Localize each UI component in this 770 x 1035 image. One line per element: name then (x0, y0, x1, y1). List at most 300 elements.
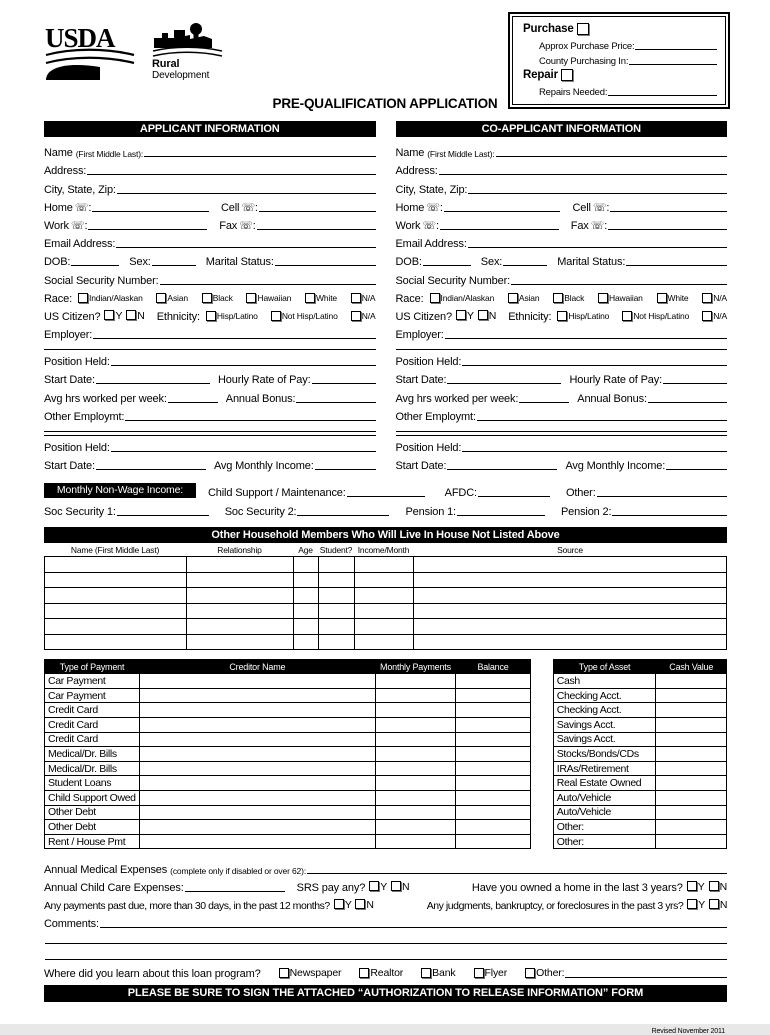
creditor-name-cell[interactable] (139, 820, 375, 835)
coapplicant-home-phone-input[interactable] (444, 211, 561, 212)
monthly-payment-cell[interactable] (375, 820, 456, 835)
household-age-cell[interactable] (294, 588, 319, 604)
soc-security-2-input[interactable] (297, 515, 389, 516)
payment-type-label: Medical/Dr. Bills (45, 747, 140, 762)
applicant-citizen-ethnicity-row (44, 305, 376, 323)
household-source-cell[interactable] (414, 557, 727, 573)
avg-hrs-label: Avg hrs worked per week: (44, 392, 167, 405)
household-source-cell[interactable] (414, 619, 727, 635)
cash-value-cell[interactable] (656, 747, 727, 762)
household-name-cell[interactable] (45, 588, 187, 604)
colon: : (254, 201, 258, 214)
applicant-ethnicity-hisp-checkbox[interactable] (206, 311, 216, 321)
learn-other-checkbox[interactable] (525, 968, 535, 978)
comments-continuation-row (44, 946, 727, 962)
payment-type-label: Other Debt (45, 820, 140, 835)
position-held-label: Position Held: (395, 356, 462, 369)
monthly-payment-cell[interactable] (375, 747, 456, 762)
approx-purchase-price-input[interactable] (635, 49, 717, 50)
household-student-cell[interactable] (319, 557, 355, 573)
purchase-checkbox[interactable] (577, 23, 589, 35)
fax-label: Fax (570, 219, 589, 232)
applicant-race-na-checkbox[interactable] (351, 293, 361, 303)
creditor-name-cell[interactable] (139, 834, 375, 849)
child-support-input[interactable] (347, 496, 425, 497)
ethnicity-option-label: Not Hisp/Latino (281, 311, 338, 322)
colon: : (604, 219, 608, 232)
applicant-citizen-yes-checkbox[interactable] (104, 310, 114, 320)
cash-value-cell[interactable] (656, 717, 727, 732)
srs-yes-checkbox[interactable] (369, 881, 379, 891)
household-age-cell[interactable] (294, 557, 319, 573)
coapplicant-hourly-rate-input[interactable] (663, 383, 727, 384)
coapplicant-ethnicity-not-hisp-checkbox[interactable] (622, 311, 632, 321)
applicant-sex-input[interactable] (152, 265, 196, 266)
comments-input-line3[interactable] (45, 946, 727, 960)
household-student-cell[interactable] (319, 588, 355, 604)
non-wage-income-header: Monthly Non-Wage Income: (44, 483, 196, 498)
household-name-cell[interactable] (45, 603, 187, 619)
sex-label: Sex: (129, 256, 151, 269)
payment-type-label: Medical/Dr. Bills (45, 761, 140, 776)
applicant-hourly-rate-input[interactable] (312, 383, 376, 384)
household-row (45, 603, 727, 619)
childcare-label: Annual Child Care Expenses: (44, 881, 184, 894)
coapplicant-position-input[interactable] (462, 365, 727, 366)
coapplicant-race-hawaiian-checkbox[interactable] (598, 293, 608, 303)
balance-cell[interactable] (456, 674, 531, 689)
balance-cell[interactable] (456, 834, 531, 849)
comments-input[interactable] (100, 927, 727, 928)
comments-input-line2[interactable] (45, 930, 727, 944)
judgments-no-checkbox[interactable] (709, 899, 719, 909)
applicant-dob-input[interactable] (71, 265, 119, 266)
coapplicant-position2-input[interactable] (462, 451, 727, 452)
past-due-yes-checkbox[interactable] (334, 899, 344, 909)
asset-type-label: Other: (553, 820, 656, 835)
applicant-ethnicity-na-checkbox[interactable] (351, 311, 361, 321)
household-student-cell[interactable] (319, 572, 355, 588)
household-relationship-cell[interactable] (187, 634, 294, 650)
applicant-race-black-checkbox[interactable] (202, 293, 212, 303)
cash-value-cell[interactable] (656, 776, 727, 791)
household-age-cell[interactable] (294, 572, 319, 588)
applicant-avg-hrs-input[interactable] (168, 402, 218, 403)
annual-bonus-label: Annual Bonus: (577, 392, 647, 405)
household-age-cell[interactable] (294, 603, 319, 619)
start-date-label: Start Date: (44, 374, 95, 387)
applicant-city-input[interactable] (117, 193, 376, 194)
no-label: N (719, 898, 727, 911)
marital-status-label: Marital Status: (557, 256, 626, 269)
monthly-payment-cell[interactable] (375, 688, 456, 703)
race-option-label: Asian (167, 293, 188, 304)
coapplicant-start-date-input[interactable] (447, 383, 561, 384)
coapplicant-citizen-no-checkbox[interactable] (478, 310, 488, 320)
payment-type-label: Credit Card (45, 717, 140, 732)
coapplicant-cell-phone-input[interactable] (610, 211, 727, 212)
cash-value-cell[interactable] (656, 790, 727, 805)
srs-label: SRS pay any? (296, 881, 366, 894)
coapplicant-ssn-input[interactable] (511, 284, 727, 285)
household-student-cell[interactable] (319, 603, 355, 619)
monthly-payment-cell[interactable] (375, 717, 456, 732)
payment-row (45, 761, 531, 776)
soc-security-1-input[interactable] (117, 515, 209, 516)
creditor-name-cell[interactable] (139, 674, 375, 689)
coapplicant-city-row (396, 177, 728, 195)
coapplicant-city-input[interactable] (468, 193, 727, 194)
coapplicant-employer-row (396, 323, 728, 341)
applicant-columns (44, 121, 727, 472)
coapplicant-address-input[interactable] (439, 174, 727, 175)
applicant-race-hawaiian-checkbox[interactable] (246, 293, 256, 303)
no-label: N (366, 898, 374, 911)
applicant-race-white-checkbox[interactable] (305, 293, 315, 303)
coapplicant-race-indian-alaskan-checkbox[interactable] (430, 293, 440, 303)
applicant-startdate-row (44, 368, 376, 386)
payment-type-label: Child Support Owed (45, 790, 140, 805)
comments-continuation-row (44, 930, 727, 946)
medical-expenses-input[interactable] (307, 873, 727, 874)
household-student-cell[interactable] (319, 619, 355, 635)
balance-cell[interactable] (456, 747, 531, 762)
household-name-cell[interactable] (45, 572, 187, 588)
cash-value-cell[interactable] (656, 761, 727, 776)
usda-logo-icon (44, 22, 136, 82)
applicant-citizen-no-checkbox[interactable] (126, 310, 136, 320)
phone-icon: ☏ (74, 201, 89, 214)
pension-2-label: Pension 2: (560, 506, 612, 519)
past-due-label: Any payments past due, more than 30 days, in the past 12 months? (44, 899, 330, 912)
creditor-name-cell[interactable] (139, 790, 375, 805)
asset-row (553, 674, 726, 689)
learn-other-input[interactable] (565, 977, 727, 978)
household-source-cell[interactable] (414, 588, 727, 604)
household-student-cell[interactable] (319, 634, 355, 650)
us-citizen-label: US Citizen? (395, 310, 452, 323)
asset-row (553, 717, 726, 732)
non-wage-other-input[interactable] (597, 496, 727, 497)
medical-expenses-row (44, 857, 727, 875)
signature-reminder-bar: PLEASE BE SURE TO SIGN THE ATTACHED “AUTHORIZATION TO RELEASE INFORMATION” FORM (44, 985, 727, 1002)
logo-group (44, 22, 224, 82)
page-title: PRE-QUALIFICATION APPLICATION (272, 96, 498, 111)
applicant-work-phone-input[interactable] (88, 229, 207, 230)
cash-value-cell[interactable] (656, 674, 727, 689)
applicant-position2-input[interactable] (111, 451, 376, 452)
payments-col-monthly: Monthly Payments (375, 660, 456, 674)
ethnicity-option-label: Hisp/Latino (568, 311, 610, 322)
payment-type-label: Credit Card (45, 703, 140, 718)
asset-row (553, 820, 726, 835)
cash-value-cell[interactable] (656, 703, 727, 718)
household-income-cell[interactable] (355, 603, 414, 619)
household-income-cell[interactable] (355, 572, 414, 588)
avg-monthly-income-label: Avg Monthly Income: (565, 460, 666, 473)
pension-2-input[interactable] (612, 515, 727, 516)
county-purchasing-input[interactable] (629, 64, 717, 65)
learn-option-label: Bank (432, 967, 456, 980)
household-income-cell[interactable] (355, 557, 414, 573)
balance-cell[interactable] (456, 717, 531, 732)
race-option-label: White (316, 293, 337, 304)
asset-row (553, 790, 726, 805)
co-applicant-info-section (396, 121, 728, 472)
balance-cell[interactable] (456, 732, 531, 747)
balance-cell[interactable] (456, 703, 531, 718)
asset-type-label: Cash (553, 674, 656, 689)
household-relationship-cell[interactable] (187, 603, 294, 619)
coapplicant-email-input[interactable] (468, 247, 727, 248)
judgments-yes-checkbox[interactable] (687, 899, 697, 909)
past-due-no-checkbox[interactable] (355, 899, 365, 909)
colon: : (439, 201, 443, 214)
creditor-name-cell[interactable] (139, 747, 375, 762)
household-age-cell[interactable] (294, 634, 319, 650)
asset-type-label: Other: (553, 834, 656, 849)
cash-value-cell[interactable] (656, 834, 727, 849)
household-relationship-cell[interactable] (187, 572, 294, 588)
coapplicant-employer-input[interactable] (445, 338, 727, 339)
sex-label: Sex: (480, 256, 503, 269)
applicant-other-employment-input[interactable] (125, 420, 375, 421)
household-relationship-cell[interactable] (187, 557, 294, 573)
household-income-cell[interactable] (355, 588, 414, 604)
household-source-cell[interactable] (414, 634, 727, 650)
cash-value-cell[interactable] (656, 820, 727, 835)
city-state-zip-label: City, State, Zip: (395, 183, 468, 196)
monthly-payment-cell[interactable] (375, 834, 456, 849)
no-label: N (402, 880, 410, 893)
household-col-income: Income/Month (357, 544, 410, 555)
applicant-name-input[interactable] (144, 156, 375, 157)
comments-label: Comments: (44, 918, 99, 931)
owned-home-no-checkbox[interactable] (709, 881, 719, 891)
assets-table (553, 659, 727, 849)
pension-1-input[interactable] (457, 515, 545, 516)
household-source-cell[interactable] (414, 603, 727, 619)
applicant-home-phone-input[interactable] (92, 211, 209, 212)
applicant-email-row (44, 232, 376, 250)
marital-status-label: Marital Status: (205, 256, 274, 269)
coapplicant-race-white-checkbox[interactable] (657, 293, 667, 303)
coapplicant-dob-row (396, 250, 728, 268)
payment-type-label: Student Loans (45, 776, 140, 791)
household-name-cell[interactable] (45, 619, 187, 635)
coapplicant-citizen-ethnicity-row (396, 305, 728, 323)
applicant-avghrs-row (44, 386, 376, 404)
creditor-name-cell[interactable] (139, 717, 375, 732)
race-option-label: N/A (713, 293, 727, 304)
monthly-payment-cell[interactable] (375, 761, 456, 776)
balance-cell[interactable] (456, 761, 531, 776)
coapplicant-position2-row (396, 436, 728, 454)
colon: : (84, 219, 88, 232)
afdc-input[interactable] (478, 496, 550, 497)
address-label: Address: (395, 165, 438, 178)
pastdue-judgments-row (44, 894, 727, 912)
asset-row (553, 834, 726, 849)
srs-no-checkbox[interactable] (391, 881, 401, 891)
judgments-label: Any judgments, bankruptcy, or foreclosures in the past 3 yrs? (426, 899, 684, 912)
household-row (45, 619, 727, 635)
afdc-label: AFDC: (444, 487, 477, 500)
household-income-cell[interactable] (355, 619, 414, 635)
coapplicant-ethnicity-na-checkbox[interactable] (702, 311, 712, 321)
household-age-cell[interactable] (294, 619, 319, 635)
colon: : (606, 201, 610, 214)
race-option-label: Hawaiian (257, 293, 292, 304)
purchase-label: Purchase (523, 23, 574, 35)
creditor-name-cell[interactable] (139, 805, 375, 820)
applicant-address-input[interactable] (87, 174, 375, 175)
coapplicant-fax-input[interactable] (608, 229, 727, 230)
monthly-payment-cell[interactable] (375, 776, 456, 791)
applicant-annual-bonus-input[interactable] (296, 402, 375, 403)
household-members-section (44, 527, 727, 650)
household-income-cell[interactable] (355, 634, 414, 650)
soc-security-1-label: Soc Security 1: (44, 506, 116, 519)
applicant-work-fax-row (44, 214, 376, 232)
owned-home-label: Have you owned a home in the last 3 years? (471, 881, 683, 894)
ethnicity-option-label: N/A (361, 311, 376, 322)
applicant-ethnicity-not-hisp-checkbox[interactable] (271, 311, 281, 321)
coapplicant-avg-monthly-income-input[interactable] (666, 469, 727, 470)
applicant-city-row (44, 177, 376, 195)
childcare-input[interactable] (185, 891, 285, 892)
applicant-avg-monthly-income-input[interactable] (315, 469, 376, 470)
monthly-payment-cell[interactable] (375, 790, 456, 805)
learn-newspaper-checkbox[interactable] (279, 968, 289, 978)
cash-value-cell[interactable] (656, 805, 727, 820)
household-relationship-cell[interactable] (187, 619, 294, 635)
household-source-cell[interactable] (414, 572, 727, 588)
coapplicant-other-employment-input[interactable] (477, 420, 727, 421)
repairs-needed-input[interactable] (608, 95, 717, 96)
coapplicant-race-black-checkbox[interactable] (553, 293, 563, 303)
coapplicant-marital-status-input[interactable] (626, 265, 727, 266)
coapplicant-citizen-yes-checkbox[interactable] (456, 310, 466, 320)
annual-bonus-label: Annual Bonus: (225, 392, 296, 405)
coapplicant-dob-input[interactable] (423, 265, 471, 266)
learn-about-label: Where did you learn about this loan program? (44, 968, 261, 981)
race-option-label: N/A (361, 293, 376, 304)
owned-home-yes-checkbox[interactable] (687, 881, 697, 891)
employer-label: Employer: (44, 329, 93, 342)
applicant-start-date2-input[interactable] (96, 469, 206, 470)
creditor-name-cell[interactable] (139, 703, 375, 718)
applicant-position-input[interactable] (111, 365, 376, 366)
applicant-start-date-input[interactable] (96, 383, 210, 384)
applicant-cell-phone-input[interactable] (259, 211, 376, 212)
balance-cell[interactable] (456, 688, 531, 703)
asset-type-label: Stocks/Bonds/CDs (553, 747, 656, 762)
applicant-race-indian-alaskan-checkbox[interactable] (78, 293, 88, 303)
payment-row (45, 747, 531, 762)
household-table (44, 556, 727, 650)
coapplicant-work-fax-row (396, 214, 728, 232)
ethnicity-label: Ethnicity: (156, 310, 200, 323)
phone-icon: ☏ (422, 219, 436, 232)
household-relationship-cell[interactable] (187, 588, 294, 604)
household-col-age: Age (298, 544, 313, 555)
payment-row (45, 805, 531, 820)
race-options (430, 293, 728, 304)
coapplicant-start-date2-input[interactable] (447, 469, 557, 470)
coapplicant-ethnicity-hisp-checkbox[interactable] (557, 311, 567, 321)
ethnicity-label: Ethnicity: (508, 310, 552, 323)
household-name-cell[interactable] (45, 557, 187, 573)
balance-cell[interactable] (456, 776, 531, 791)
applicant-marital-status-input[interactable] (275, 265, 376, 266)
coapplicant-avg-hrs-input[interactable] (519, 402, 569, 403)
learn-flyer-checkbox[interactable] (474, 968, 484, 978)
monthly-payment-cell[interactable] (375, 732, 456, 747)
start-date-label: Start Date: (44, 460, 95, 473)
applicant-ssn-input[interactable] (160, 284, 376, 285)
applicant-email-input[interactable] (116, 247, 375, 248)
pension-1-label: Pension 1: (405, 506, 456, 519)
county-purchasing-label: County Purchasing In: (539, 56, 629, 67)
household-row (45, 572, 727, 588)
balance-cell[interactable] (456, 820, 531, 835)
asset-row (553, 688, 726, 703)
creditor-name-cell[interactable] (139, 732, 375, 747)
debts-assets-section (44, 659, 727, 849)
coapplicant-race-asian-checkbox[interactable] (508, 293, 518, 303)
coapplicant-work-phone-input[interactable] (440, 229, 559, 230)
balance-cell[interactable] (456, 790, 531, 805)
creditor-name-cell[interactable] (139, 761, 375, 776)
monthly-payment-cell[interactable] (375, 805, 456, 820)
coapplicant-race-row (396, 287, 728, 305)
applicant-fax-input[interactable] (257, 229, 376, 230)
learn-realtor-checkbox[interactable] (359, 968, 369, 978)
applicant-other-employment-row (44, 405, 376, 423)
repair-checkbox[interactable] (561, 69, 573, 81)
creditor-name-cell[interactable] (139, 776, 375, 791)
avg-hrs-label: Avg hrs worked per week: (395, 392, 519, 405)
coapplicant-race-na-checkbox[interactable] (702, 293, 712, 303)
race-option-label: White (667, 293, 689, 304)
coapplicant-name-input[interactable] (496, 156, 727, 157)
asset-row (553, 776, 726, 791)
learn-bank-checkbox[interactable] (421, 968, 431, 978)
coapplicant-email-row (396, 232, 728, 250)
payment-row (45, 674, 531, 689)
monthly-payment-cell[interactable] (375, 674, 456, 689)
name-label: Name (44, 147, 73, 160)
purchase-repair-box (508, 12, 730, 109)
balance-cell[interactable] (456, 805, 531, 820)
applicant-race-asian-checkbox[interactable] (156, 293, 166, 303)
cash-value-cell[interactable] (656, 688, 727, 703)
assets-col-cash-value: Cash Value (656, 660, 727, 674)
coapplicant-annual-bonus-input[interactable] (648, 402, 727, 403)
household-name-cell[interactable] (45, 634, 187, 650)
monthly-payment-cell[interactable] (375, 703, 456, 718)
applicant-address-row (44, 159, 376, 177)
creditor-name-cell[interactable] (139, 688, 375, 703)
applicant-employer-input[interactable] (93, 338, 375, 339)
bottom-questions-section (44, 857, 727, 980)
coapplicant-sex-input[interactable] (503, 265, 547, 266)
payment-type-label: Car Payment (45, 674, 140, 689)
applicant-ssn-row (44, 268, 376, 286)
yes-label: Y (115, 309, 123, 322)
cash-value-cell[interactable] (656, 732, 727, 747)
